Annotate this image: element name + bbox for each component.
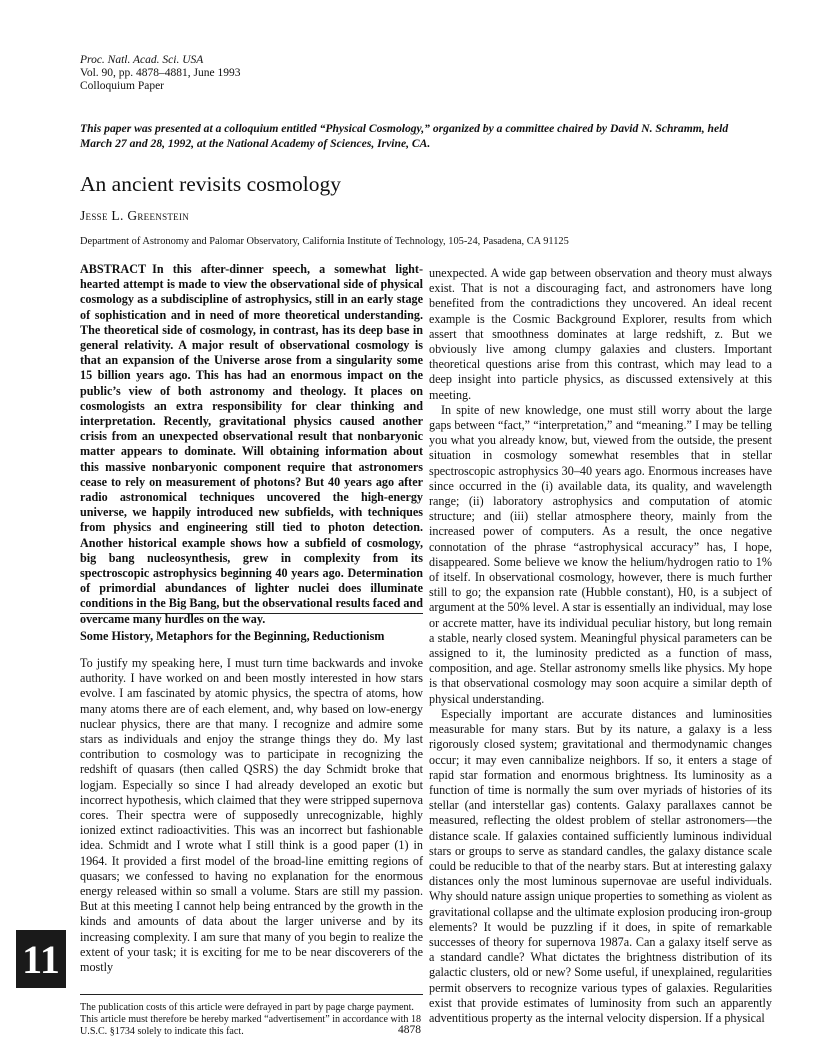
body-paragraph: unexpected. A wide gap between observation and theory must always exist. That is not a discouraging fact, and astronomers have long benefited from the contradictions they uncovered. An ideal recent example is the Cosmic Background Explorer, results from which assert that smoothness dominates at large redshift, z. But we obviously live among clumpy galaxies and clusters. Important theoretical questions arise from this contrast, which may lead to a deep insight into particle physics, as discussed extensively at this meeting. bbox=[429, 266, 772, 402]
publication-footnote: The publication costs of this article were defrayed in part by page charge payment. This article must therefore be hereby marked “advertisement” in accordance with 18 U.S.C. §1734 solely to indicate this fact. bbox=[80, 1002, 422, 1037]
abstract-text: In this after-dinner speech, a somewhat light-hearted attempt is made to view the observational side of physical cosmology as a subdiscipline of astrophysics, still in an early stage of sophistication and in need of more theoretical understanding. The theoretical side of cosmology, in contrast, has its deep base in general relativity. A major result of observational cosmology is that an expansion of the Universe arose from a singularity some 15 billion years ago. This has had an enormous impact on the public’s view of both astronomy and theology. It places on cosmologists an extra responsibility for clear thinking and interpretation. Recently, gravitational physics caused another crisis from an unexpected observational result that nonbaryonic matter appears to dominate. Will obtaining information about this massive nonbaryonic component require that astronomers cease to rely on measurement of photons? But 40 years ago after radio astronomical techniques uncovered the high-energy universe, we happily introduced new subfields, with techniques from physics and engineering still tied to photon detection. Another historical example shows how a subfield of cosmology, big bang nucleosynthesis, grew in complexity from its spectroscopic astrophysics beginning 40 years ago. Determination of primordial abundances of lighter nuclei does illuminate conditions in the Big Bang, but the observational results faced and overcame many hurdles on the way. bbox=[80, 262, 423, 626]
footnote-divider bbox=[80, 994, 423, 995]
abstract-label: ABSTRACT bbox=[80, 262, 147, 276]
right-column-body bbox=[429, 266, 772, 1026]
body-paragraph: Especially important are accurate distances and luminosities measurable for many stars. But by its nature, a galaxy is a less rigorously closed system; gravitational and thermodynamic changes occur; it may even cannibalize neighbors. If so, it enters a stage of rapid star formation and enormous brightness. Its luminosity as a function of time is normally the sum over myriads of histories of its stellar (and interstellar gas) contents. Galaxy parallaxes cannot be measured, reflecting the oldest problem of stellar astronomers—the distance scale. If galaxies contained sufficiently luminous individual stars or groups to serve as standard candles, the galaxy distance scale could be reducible to that of the nearby stars. But at interesting galaxy distances only the most luminous supernovae are useful individuals. Why should nature assign unique properties to something as violent as gravitational collapse and the ultimate explosion producing iron-group elements? It would be puzzling if it does, in spite of remarkable successes of theory for supernova 1987a. Can a galaxy itself serve as a standard candle? What dictates the brightness distribution of its galactic clusters, old or new? Some useful, if unexplained, regularities permit observers to recognize various types of galaxies. Regularities exist that provide estimates of luminosity from such an apparently adventitious property as the internal velocity dispersion. If a physical bbox=[429, 706, 772, 1025]
abstract-paragraph bbox=[80, 262, 423, 627]
affiliation: Department of Astronomy and Palomar Observatory, California Institute of Technology, 105-24, Pasadena, CA 91125 bbox=[80, 236, 569, 247]
abstract-block bbox=[80, 262, 423, 627]
colloquium-notice: This paper was presented at a colloquium entitled “Physical Cosmology,” organized by a committee chaired by David N. Schramm, held March 27 and 28, 1992, at the National Academy of Sciences, Irvine, CA. bbox=[80, 122, 729, 150]
body-paragraph: To justify my speaking here, I must turn time backwards and invoke authority. I have worked on and been mostly interested in how stars evolve. I am fascinated by atomic physics, the spectra of atoms, how many atoms there are of each element, and, why based on low-energy nuclear physics, there are that many. I recognize and admire some stars as individuals and enjoy the strange things they do. My last contribution to cosmology was to participate in recognizing the redshift of quasars (then called QSRS) the day Schmidt broke that logjam. Especially so since I had already developed an exotic but incorrect hypothesis, which claimed that they were stripped supernova cores. Their spectra were of supposedly unrecognizable, highly ionized extinct radioactivities. This was an incorrect but fashionable idea. Schmidt and I wrote what I still think is a good paper (1) in 1964. It provided a first model of the broad-line emitting regions of quasars; we confessed to having no explanation for the enormous energy released within so small a volume. Stars are still my passion. But at this meeting I cannot help being entranced by the growth in the kinds and amounts of data about the larger universe and by its increasing complexity. I am sure that many of you begin to realize the extent of your task; it is exciting for me to be near discoverers of the mostly bbox=[80, 656, 423, 975]
journal-header bbox=[80, 54, 240, 93]
section-heading: Some History, Metaphors for the Beginning, Reductionism bbox=[80, 629, 385, 643]
paper-title: An ancient revisits cosmology bbox=[80, 172, 341, 196]
left-column-body bbox=[80, 656, 423, 975]
author-name: Jesse L. Greenstein bbox=[80, 208, 190, 223]
paper-type: Colloquium Paper bbox=[80, 80, 165, 92]
section-tab-badge: 11 bbox=[16, 930, 66, 988]
journal-name: Proc. Natl. Acad. Sci. USA bbox=[80, 54, 204, 66]
volume-info: Vol. 90, pp. 4878–4881, June 1993 bbox=[80, 67, 241, 79]
body-paragraph: In spite of new knowledge, one must still worry about the large gaps between “fact,” “interpretation,” and “meaning.” I may be telling you what you already know, but, viewed from the outside, the present situation in cosmology somewhat resembles that in stellar spectroscopic astrophysics 30–40 years ago. Enormous increases have since occurred in the (i) available data, its quality, and wavelength range; (ii) laboratory astrophysics and computation of atomic structure; and (iii) stellar atmosphere theory, mainly from the increased power of computers. As a result, the once negative connotation of the phrase “astrophysical accuracy” has, I hope, disappeared. Some believe we know the helium/hydrogen ratio to 1% of itself. In observational cosmology, however, there is much further still to go; the expansion rate (Hubble constant), H0, is a subject of argument at the 50% level. A star is essentially an individual, may lose or accrete matter, have its individual peculiar history, but long remain a stable, nearly closed system. Meaningful physical parameters can be assigned to it, the luminosity predicted as a function of mass, composition, and age. Stellar astronomy smells like physics. My hope is that observational cosmology may soon acquire a similar depth of physical understanding. bbox=[429, 402, 773, 706]
section-divider bbox=[80, 613, 423, 614]
page-number: 4878 bbox=[398, 1024, 421, 1036]
